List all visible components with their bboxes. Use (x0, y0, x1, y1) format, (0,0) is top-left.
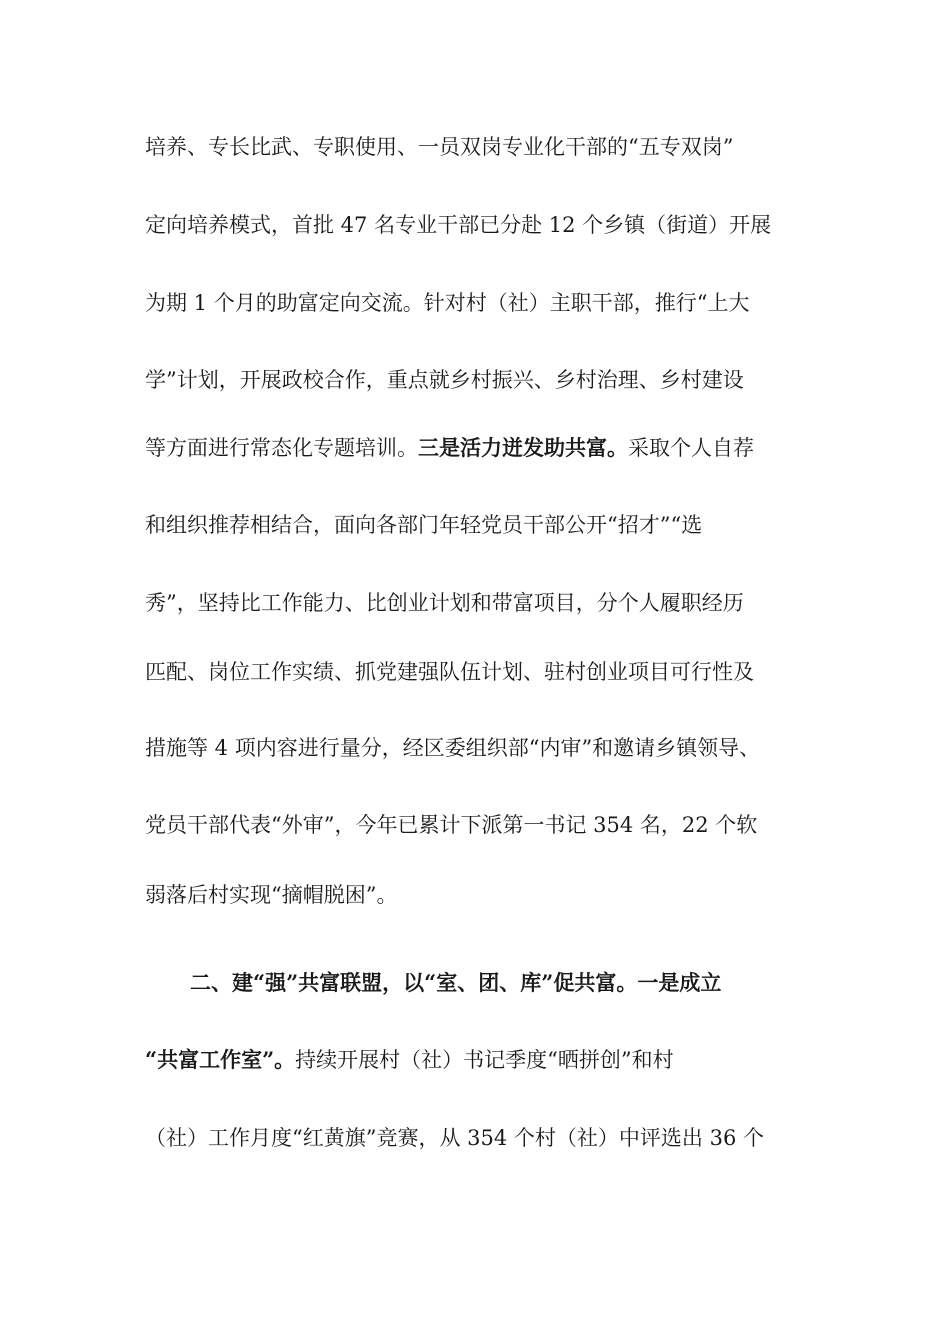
text-run: 匹配、岗位工作实绩、抓党建强队伍计划、驻村创业项目可行性及 (145, 660, 754, 684)
section-heading-line (190, 963, 805, 1003)
text-run: 弱落后村实现“摘帽脱困”。 (145, 883, 398, 907)
text-run: 采取个人自荐 (628, 436, 754, 460)
text-run: 定向培养模式，首批 47 名专业干部已分赴 12 个乡镇（街道）开展 (145, 213, 772, 237)
paragraph-line-13 (145, 1040, 805, 1080)
bold-heading-run: 三是活力迸发助共富。 (418, 435, 628, 460)
text-run: 学”计划，开展政校合作，重点就乡村振兴、乡村治理、乡村建设 (145, 368, 744, 392)
text-run: 秀”，坚持比工作能力、比创业计划和带富项目，分个人履职经历 (145, 591, 744, 615)
paragraph-line-11 (145, 875, 805, 915)
paragraph-line-4 (145, 360, 805, 400)
text-run: 和组织推荐相结合，面向各部门年轻党员干部公开“招才”“选 (145, 513, 703, 537)
paragraph-line-5 (145, 428, 805, 468)
bold-heading-run: “共富工作室”。 (145, 1047, 296, 1072)
paragraph-line-6 (145, 505, 805, 545)
paragraph-line-3 (145, 283, 805, 323)
paragraph-line-9 (145, 728, 805, 768)
paragraph-line-8 (145, 652, 805, 692)
paragraph-line-1 (145, 127, 805, 167)
text-run: 持续开展村（社）书记季度“晒拼创”和村 (295, 1048, 674, 1072)
paragraph-line-14 (145, 1118, 805, 1158)
text-run: （社）工作月度“红黄旗”竞赛，从 354 个村（社）中评选出 36 个 (145, 1126, 764, 1150)
text-run: 为期 1 个月的助富定向交流。针对村（社）主职干部，推行“上大 (145, 291, 750, 315)
text-run: 党员干部代表“外审”，今年已累计下派第一书记 354 名，22 个软 (145, 813, 758, 837)
paragraph-line-10 (145, 805, 805, 845)
text-run: 等方面进行常态化专题培训。 (145, 436, 418, 460)
paragraph-line-7 (145, 583, 805, 623)
bold-heading-run: 二、建“强”共富联盟，以“室、团、库”促共富。一是成立 (190, 970, 722, 995)
text-run: 措施等 4 项内容进行量分，经区委组织部“内审”和邀请乡镇领导、 (145, 736, 761, 760)
paragraph-line-2 (145, 205, 805, 245)
text-run: 培养、专长比武、专职使用、一员双岗专业化干部的“五专双岗” (145, 135, 734, 159)
